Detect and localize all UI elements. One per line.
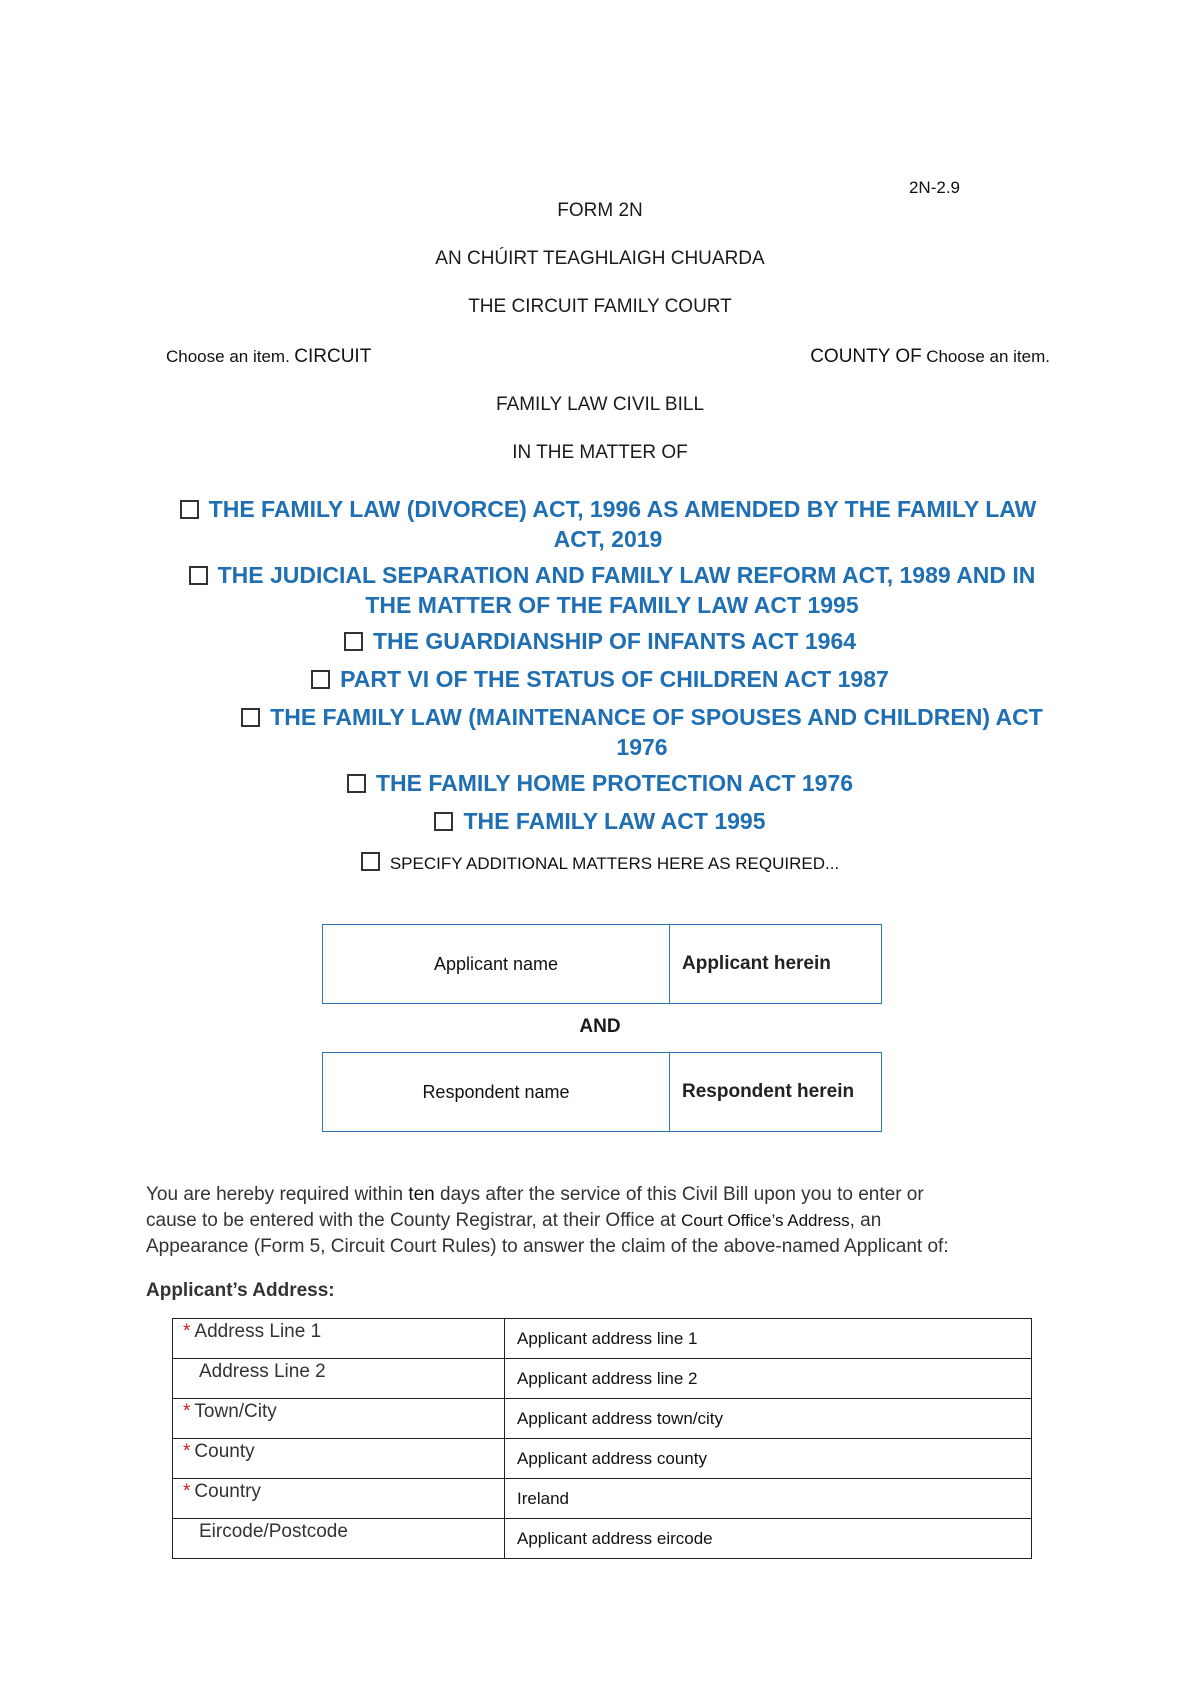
address-line2-field[interactable]: Applicant address line 2 <box>505 1359 1032 1399</box>
address-label: Address Line 2 <box>173 1359 505 1399</box>
act-checkbox[interactable] <box>434 812 453 831</box>
county-label: COUNTY OF <box>810 346 922 367</box>
notice-days-field[interactable]: ten <box>408 1184 435 1205</box>
court-office-address-field[interactable]: Court Office’s Address <box>681 1211 850 1230</box>
applicant-address-table <box>172 1318 1032 1559</box>
circuit-line <box>166 346 371 368</box>
act-item-guardianship <box>0 626 1200 656</box>
county-select[interactable]: Choose an item. <box>926 347 1050 366</box>
act-label: THE FAMILY LAW ACT 1995 <box>463 808 766 834</box>
address-town-field[interactable]: Applicant address town/city <box>505 1399 1032 1439</box>
act-label: THE GUARDIANSHIP OF INFANTS ACT 1964 <box>372 628 857 654</box>
respondent-table <box>322 1052 882 1132</box>
respondent-name-field[interactable]: Respondent name <box>323 1053 670 1132</box>
notice-text: cause to be entered with the County Registrar, at their Office at <box>146 1210 682 1231</box>
applicant-table <box>322 924 882 1004</box>
notice-text: Appearance (Form 5, Circuit Court Rules) to answer the claim of the above-named Applicant of: <box>146 1236 949 1257</box>
act-checkbox[interactable] <box>311 670 330 689</box>
act-label-cont: THE MATTER OF THE FAMILY LAW ACT 1995 <box>365 592 859 618</box>
table-row <box>173 1399 1032 1439</box>
required-marker: * <box>183 1481 191 1502</box>
table-row <box>173 1479 1032 1519</box>
address-label: * Country <box>173 1479 505 1519</box>
circuit-label: CIRCUIT <box>294 346 372 367</box>
act-item-status-of-children <box>0 664 1200 694</box>
additional-matters-field[interactable]: SPECIFY ADDITIONAL MATTERS HERE AS REQUIRED... <box>389 854 840 873</box>
required-marker: * <box>183 1401 191 1422</box>
act-item-maintenance <box>232 702 1052 762</box>
notice-text: You are hereby required within <box>146 1184 409 1205</box>
form-reference: 2N-2.9 <box>908 178 960 197</box>
required-marker: * <box>183 1441 191 1462</box>
act-checkbox[interactable] <box>180 500 199 519</box>
notice-text: , an <box>849 1210 882 1231</box>
additional-matters-item <box>0 846 1200 879</box>
additional-matters-checkbox[interactable] <box>361 852 380 871</box>
circuit-select[interactable]: Choose an item. <box>166 347 290 366</box>
act-item-family-home <box>0 768 1200 798</box>
county-line <box>810 346 1050 368</box>
address-heading: Applicant’s Address: <box>146 1280 335 1301</box>
required-marker: * <box>183 1321 191 1342</box>
act-label: THE FAMILY LAW (DIVORCE) ACT, 1996 AS AMENDED BY THE FAMILY LAW <box>208 496 1037 522</box>
address-county-field[interactable]: Applicant address county <box>505 1439 1032 1479</box>
address-label: * Address Line 1 <box>173 1319 505 1359</box>
form-title: FORM 2N <box>557 200 643 221</box>
bill-title: FAMILY LAW CIVIL BILL <box>495 394 705 415</box>
court-name-irish: AN CHÚIRT TEAGHLAIGH CHUARDA <box>435 248 765 269</box>
and-label: AND <box>579 1016 621 1037</box>
applicant-role-label: Applicant herein <box>670 925 882 1004</box>
act-label-cont: 1976 <box>616 734 668 760</box>
act-label: THE JUDICIAL SEPARATION AND FAMILY LAW REFORM ACT, 1989 AND IN <box>217 562 1036 588</box>
table-row <box>173 1359 1032 1399</box>
notice-paragraph <box>146 1182 1046 1260</box>
applicant-name-field[interactable]: Applicant name <box>323 925 670 1004</box>
act-checkbox[interactable] <box>344 632 363 651</box>
table-row <box>173 1519 1032 1559</box>
matter-heading: IN THE MATTER OF <box>512 442 688 463</box>
act-label-cont: ACT, 2019 <box>553 526 663 552</box>
table-row <box>173 1439 1032 1479</box>
act-item-family-law-1995 <box>0 806 1200 836</box>
notice-text: days after the service of this Civil Bill upon you to enter or <box>434 1184 924 1205</box>
address-eircode-field[interactable]: Applicant address eircode <box>505 1519 1032 1559</box>
notice-line <box>146 1208 1046 1234</box>
act-label: THE FAMILY HOME PROTECTION ACT 1976 <box>375 770 854 796</box>
act-item-divorce <box>168 494 1048 554</box>
address-label: * Town/City <box>173 1399 505 1439</box>
act-checkbox[interactable] <box>347 774 366 793</box>
notice-line <box>146 1234 1046 1260</box>
table-row <box>173 1319 1032 1359</box>
act-checkbox[interactable] <box>189 566 208 585</box>
address-country-field[interactable]: Ireland <box>505 1479 1032 1519</box>
address-label: * County <box>173 1439 505 1479</box>
act-item-judicial-separation <box>172 560 1052 620</box>
address-label: Eircode/Postcode <box>173 1519 505 1559</box>
address-line1-field[interactable]: Applicant address line 1 <box>505 1319 1032 1359</box>
act-label: THE FAMILY LAW (MAINTENANCE OF SPOUSES AND CHILDREN) ACT <box>270 704 1043 730</box>
respondent-role-label: Respondent herein <box>670 1053 882 1132</box>
act-checkbox[interactable] <box>241 708 260 727</box>
notice-line <box>146 1182 1046 1208</box>
act-label: PART VI OF THE STATUS OF CHILDREN ACT 1987 <box>340 666 889 692</box>
court-name-english: THE CIRCUIT FAMILY COURT <box>468 296 732 317</box>
